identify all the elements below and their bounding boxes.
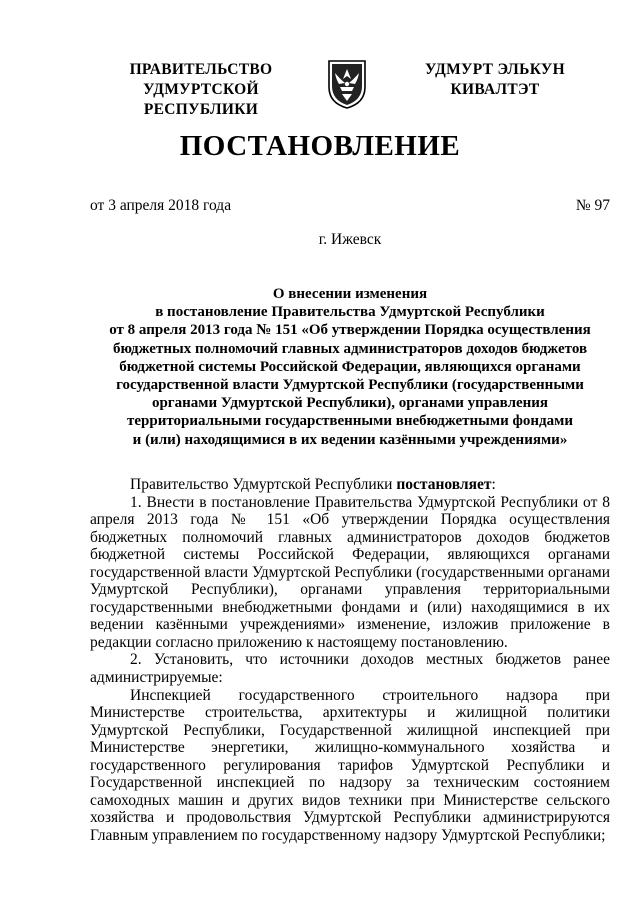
- subject-line: О внесении изменения: [272, 286, 428, 302]
- issuer-name-russian: [86, 60, 316, 120]
- intro-suffix: :: [491, 476, 496, 493]
- subject-line: органами Удмуртской Республики), органами управления: [151, 395, 549, 412]
- subject-line: государственной власти Удмуртской Республики (государственными: [116, 377, 584, 394]
- coat-of-arms-icon: [326, 57, 368, 109]
- subject-line: бюджетных полномочий главных администраторов доходов бюджетов: [112, 340, 588, 357]
- intro-verb: постановляет: [396, 476, 492, 493]
- issuer-line-2: УДМУРТСКОЙ РЕСПУБЛИКИ: [143, 81, 259, 118]
- subject-line: в постановление Правительства Удмуртской Республики: [155, 304, 545, 321]
- subject-line: и (или) находящимися в их ведении казёнными учреждениями»: [132, 431, 568, 448]
- document-city: г. Ижевск: [318, 231, 382, 248]
- document-number: № 97: [575, 197, 610, 214]
- subject-line: бюджетной системы Российской Федерации, являющихся органами: [119, 358, 581, 375]
- document-type-title: ПОСТАНОВЛЕНИЕ: [179, 130, 461, 162]
- document-body: [90, 476, 610, 844]
- issuer-name-udmurt: [420, 60, 570, 100]
- paragraph-3: Инспекцией государственного строительного надзора при Министерстве строительства, архитектуры и жилищной политики Удмуртской Республики, Государственной жилищной инспекцией при Министерстве энергетики, жилищно-коммунального хозяйства и государственного регулирования тарифов Удмуртской Республики и Государственной инспекцией по надзору за техническим состоянием самоходных машин и других видов техники при Министерстве сельского хозяйства и продовольствия Удмуртской Республики администрируются Главным управлением по государственному надзору Удмуртской Республики;: [90, 686, 610, 844]
- issuer-udmurt-line-1: УДМУРТ ЭЛЬКУН: [425, 61, 565, 78]
- document-date: от 3 апреля 2018 года: [90, 197, 232, 214]
- paragraph-2: 2. Установить, что источники доходов местных бюджетов ранее администрируемые:: [90, 651, 610, 687]
- issuer-line-1: ПРАВИТЕЛЬСТВО: [129, 61, 273, 78]
- document-subject: [60, 285, 640, 449]
- paragraph-1: 1. Внести в постановление Правительства Удмуртской Республики от 8 апреля 2013 года № 151 «Об утверждении Порядка осуществления бюджетных полномочий главных администраторов доходов бюджетов бюджетной системы Российской Федерации, являющихся органами государственной власти Удмуртской Республики (государственными органами Удмуртской Республики), органами управления территориальными государственными внебюджетными фондами и (или) находящимися в их ведении казёнными учреждениями» изменение, изложив приложение в редакции согласно приложению к настоящему постановлению.: [90, 493, 610, 651]
- intro-prefix: Правительство Удмуртской Республики: [130, 476, 397, 493]
- issuer-udmurt-line-2: КИВАЛТЭТ: [450, 81, 540, 98]
- subject-line: от 8 апреля 2013 года № 151 «Об утверждении Порядка осуществления: [109, 322, 591, 339]
- subject-line: территориальными государственными внебюджетными фондами: [127, 413, 573, 430]
- intro-paragraph: [90, 476, 610, 494]
